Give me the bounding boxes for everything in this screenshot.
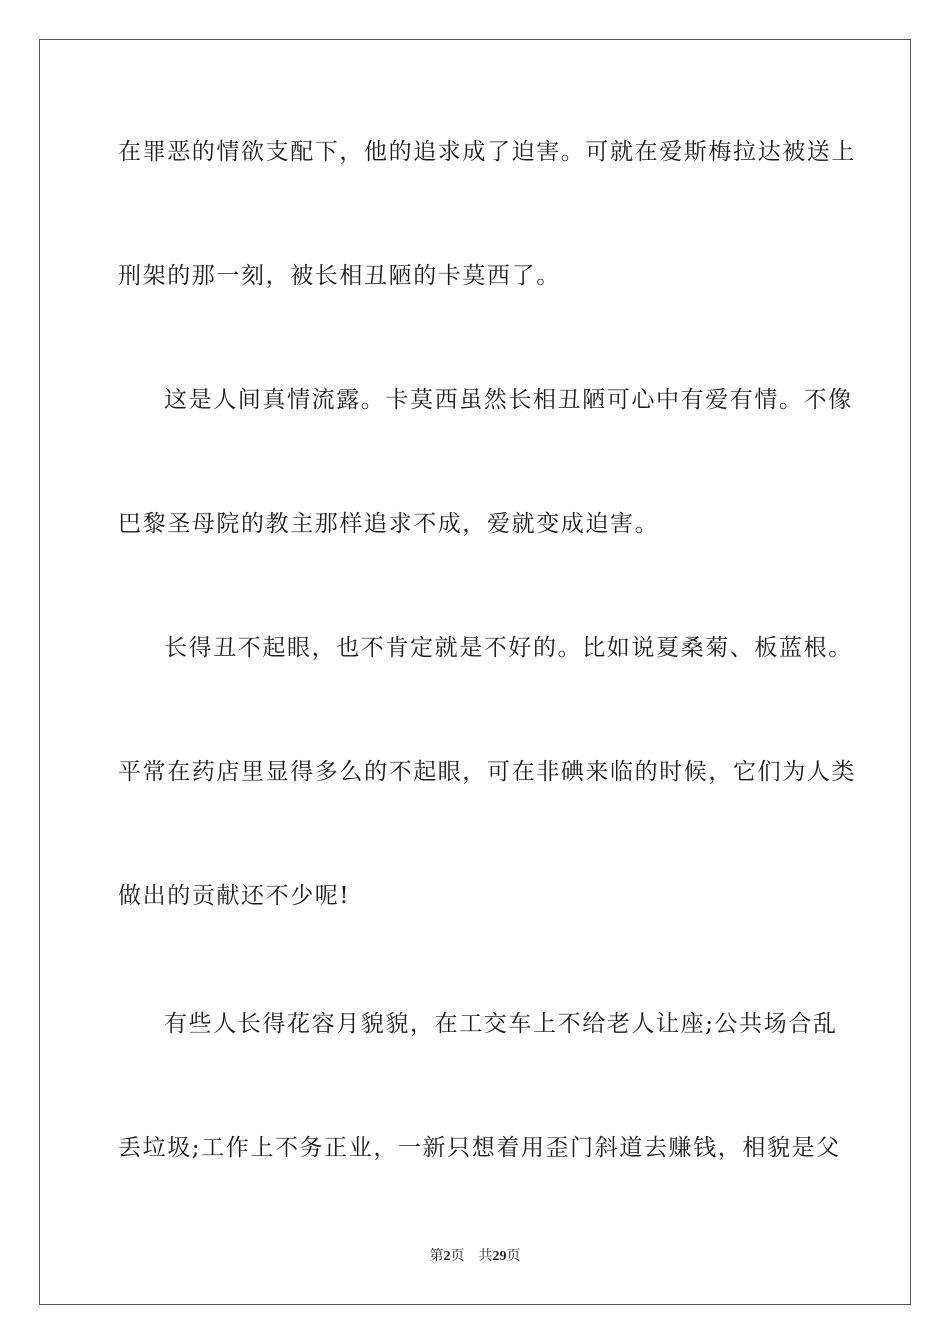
paragraph-line: 平常在药店里显得多么的不起眼，可在非碘来临的时候，它们为人类 — [118, 759, 856, 785]
paragraph-line: 丢垃圾;工作上不务正业，一新只想着用歪门斜道去赚钱，相貌是父 — [118, 1135, 841, 1161]
page-prefix: 第 — [429, 1248, 444, 1264]
paragraph-line: 有些人长得花容月貌貌，在工交车上不给老人让座;公共场合乱 — [164, 1011, 838, 1037]
paragraph-line: 做出的贡献还不少呢! — [118, 883, 351, 909]
total-suffix: 页 — [506, 1248, 521, 1264]
page-number: 2 — [443, 1249, 451, 1264]
paragraph-line: 在罪恶的情欲支配下，他的追求成了迫害。可就在爱斯梅拉达被送上 — [118, 139, 856, 165]
paragraph-line: 长得丑不起眼，也不肯定就是不好的。比如说夏桑菊、板蓝根。 — [164, 635, 853, 661]
page-footer — [0, 1246, 950, 1267]
total-pages: 29 — [492, 1249, 507, 1264]
page-suffix: 页 — [450, 1248, 465, 1264]
paragraph-line: 这是人间真情流露。卡莫西虽然长相丑陋可心中有爱有情。不像 — [164, 387, 853, 413]
total-prefix: 共 — [478, 1248, 493, 1264]
page-border — [39, 39, 911, 1305]
paragraph-line: 巴黎圣母院的教主那样追求不成，爱就变成迫害。 — [118, 511, 660, 537]
paragraph-line: 刑架的那一刻，被长相丑陋的卡莫西了。 — [118, 263, 561, 289]
